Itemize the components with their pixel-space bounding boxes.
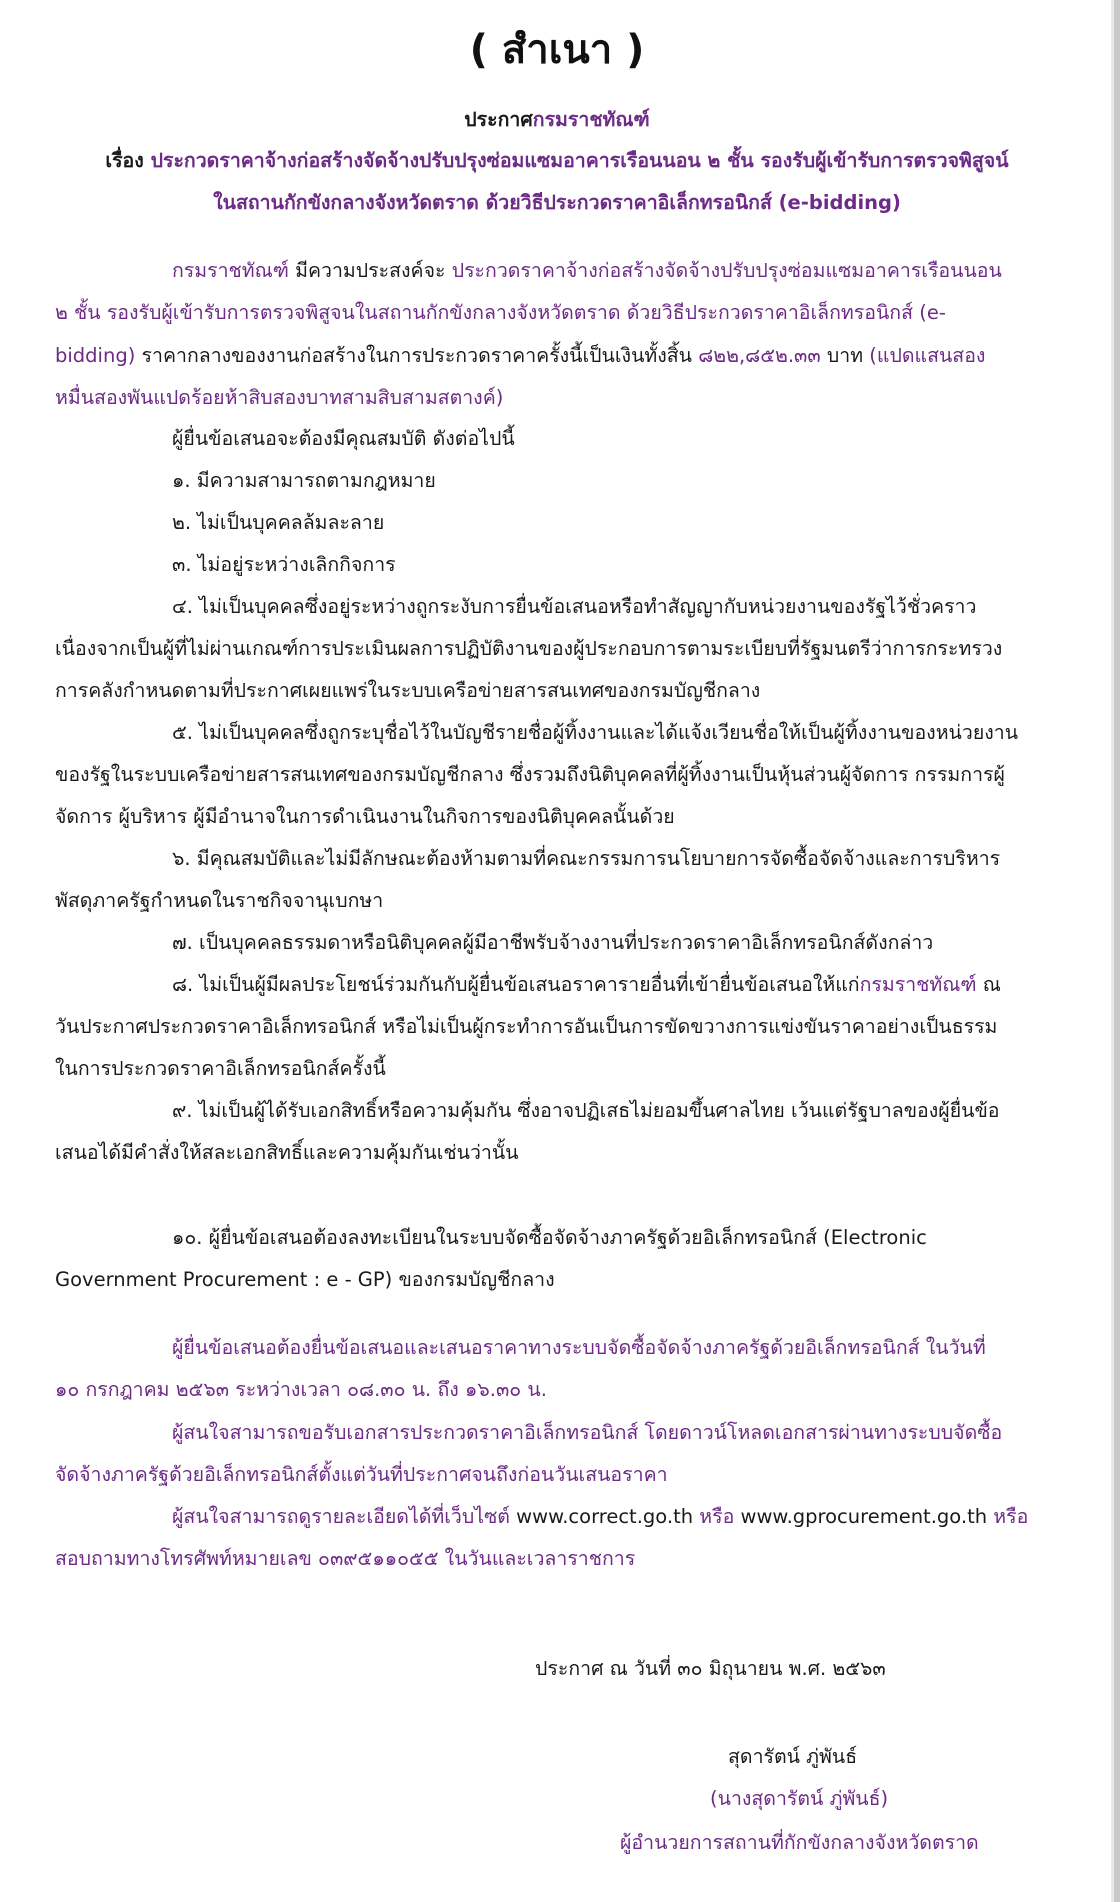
qualification-5-line-2: ของรัฐในระบบเครือข่ายสารสนเทศของกรมบัญชีกลาง ซึ่งรวมถึงนิติบุคคลที่ผู้ทิ้งงานเป็นหุ้นส่วนผู้จัดการ กรรมการผู้ <box>55 763 1005 786</box>
qualification-8-line-3: ในการประกวดราคาอิเล็กทรอนิกส์ครั้งนี้ <box>55 1057 386 1080</box>
qualification-4-line-2: เนื่องจากเป็นผู้ที่ไม่ผ่านเกณฑ์การประเมินผลการปฏิบัติงานของผู้ประกอบการตามระเบียบที่รัฐมนตรีว่าการกระทรวง <box>55 637 1003 660</box>
page-edge <box>1114 0 1120 1902</box>
documents-line-1: ผู้สนใจสามารถขอรับเอกสารประกวดราคาอิเล็กทรอนิกส์ โดยดาวน์โหลดเอกสารผ่านทางระบบจัดซื้อ <box>172 1421 1003 1444</box>
documents-line-2: จัดจ้างภาครัฐด้วยอิเล็กทรอนิกส์ตั้งแต่วันที่ประกาศจนถึงก่อนวันเสนอราคา <box>55 1463 668 1486</box>
qualification-5-line-3: จัดการ ผู้บริหาร ผู้มีอำนาจในการดำเนินงานในกิจการของนิติบุคคลนั้นด้วย <box>55 805 675 828</box>
qualification-9-line-1: ๙. ไม่เป็นผู้ได้รับเอกสิทธิ์หรือความคุ้มกัน ซึ่งอาจปฏิเสธไม่ยอมขึ้นศาลไทย เว้นแต่รัฐบาลของผู้ยื่นข้อ <box>172 1099 1000 1122</box>
info-line-1: ผู้สนใจสามารถดูรายละเอียดได้ที่เว็บไซต์ www.correct.go.th หรือ www.gprocurement.go.th หรือ <box>172 1505 1029 1528</box>
qualification-4-line-3: การคลังกำหนดตามที่ประกาศเผยแพร่ในระบบเครือข่ายสารสนเทศของกรมบัญชีกลาง <box>55 679 761 702</box>
submission-line-1: ผู้ยื่นข้อเสนอต้องยื่นข้อเสนอและเสนอราคาทางระบบจัดซื้อจัดจ้างภาครัฐด้วยอิเล็กทรอนิกส์ ในวันที่ <box>172 1336 986 1359</box>
signer-title: ผู้อำนวยการสถานที่กักขังกลางจังหวัดตราด <box>620 1831 979 1854</box>
intro-line-2: ๒ ชั้น รองรับผู้เข้ารับการตรวจพิสูจนในสถานกักขังกลางจังหวัดตราด ด้วยวิธีประกวดราคาอิเล็กทรอนิกส์ (e- <box>55 301 946 324</box>
qualification-7: ๗. เป็นบุคคลธรรมดาหรือนิติบุคคลผู้มีอาชีพรับจ้างงานที่ประกวดราคาอิเล็กทรอนิกส์ดังกล่าว <box>172 931 934 954</box>
announcement-date: ประกาศ ณ วันที่ ๓๐ มิถุนายน พ.ศ. ๒๕๖๓ <box>535 1657 886 1680</box>
qualification-8-line-2: วันประกาศประกวดราคาอิเล็กทรอนิกส์ หรือไม่เป็นผู้กระทำการอันเป็นการขัดขวางการแข่งขันราคาอย่างเป็นธรรม <box>55 1015 998 1038</box>
copy-title: ( สำเนา ) <box>469 27 645 73</box>
qualification-10-line-1: ๑๐. ผู้ยื่นข้อเสนอต้องลงทะเบียนในระบบจัดซื้อจัดจ้างภาครัฐด้วยอิเล็กทรอนิกส์ (Electronic <box>172 1226 927 1249</box>
signer-name: (นางสุดารัตน์ ภู่พันธ์) <box>710 1787 889 1810</box>
qualification-10-line-2: Government Procurement : e - GP) ของกรมบัญชีกลาง <box>55 1268 555 1291</box>
website-link-gprocurement[interactable]: www.gprocurement.go.th <box>740 1505 988 1528</box>
subject-line-2: ในสถานกักขังกลางจังหวัดตราด ด้วยวิธีประกวดราคาอิเล็กทรอนิกส์ (e-bidding) <box>213 191 901 214</box>
info-line-2: สอบถามทางโทรศัพท์หมายเลข ๐๓๙๕๑๑๐๕๕ ในวันและเวลาราชการ <box>55 1547 636 1570</box>
submission-line-2: ๑๐ กรกฎาคม ๒๕๖๓ ระหว่างเวลา ๐๘.๓๐ น. ถึง ๑๖.๓๐ น. <box>55 1378 547 1401</box>
qualification-2: ๒. ไม่เป็นบุคคลล้มละลาย <box>172 511 385 534</box>
intro-line-4: หมื่นสองพันแปดร้อยห้าสิบสองบาทสามสิบสามสตางค์) <box>55 386 504 409</box>
qualification-1: ๑. มีความสามารถตามกฎหมาย <box>172 469 436 492</box>
qualification-4-line-1: ๔. ไม่เป็นบุคคลซึ่งอยู่ระหว่างถูกระงับการยื่นข้อเสนอหรือทำสัญญากับหน่วยงานของรัฐไว้ชั่วคราว <box>172 595 977 618</box>
announcement-heading: ประกาศกรมราชทัณฑ์ <box>464 108 650 131</box>
qualification-5-line-1: ๕. ไม่เป็นบุคคลซึ่งถูกระบุชื่อไว้ในบัญชีรายชื่อผู้ทิ้งงานและได้แจ้งเวียนชื่อให้เป็นผู้ทิ้งงานของหน่วยงาน <box>172 721 1019 744</box>
intro-line-3: bidding) ราคากลางของงานก่อสร้างในการประกวดราคาครั้งนี้เป็นเงินทั้งสิ้น ๘๒๒,๘๕๒.๓๓ บาท (แปดแสนสอง <box>55 344 986 367</box>
signature: สุดารัตน์ ภู่พันธ์ <box>728 1745 858 1768</box>
website-link-correct[interactable]: www.correct.go.th <box>516 1505 694 1528</box>
intro-line-1: กรมราชทัณฑ์ มีความประสงค์จะ ประกวดราคาจ้างก่อสร้างจัดจ้างปรับปรุงซ่อมแซมอาคารเรือนนอน <box>172 259 1002 282</box>
subject-line-1: เรื่อง ประกวดราคาจ้างก่อสร้างจัดจ้างปรับปรุงซ่อมแซมอาคารเรือนนอน ๒ ชั้น รองรับผู้เข้ารับการตรวจพิสูจน์ <box>105 149 1009 172</box>
qualification-9-line-2: เสนอได้มีคำสั่งให้สละเอกสิทธิ์และความคุ้มกันเช่นว่านั้น <box>55 1141 519 1164</box>
qualification-6-line-1: ๖. มีคุณสมบัติและไม่มีลักษณะต้องห้ามตามที่คณะกรรมการนโยบายการจัดซื้อจัดจ้างและการบริหาร <box>172 847 1001 870</box>
qualification-intro: ผู้ยื่นข้อเสนอจะต้องมีคุณสมบัติ ดังต่อไปนี้ <box>172 427 515 450</box>
qualification-8-line-1: ๘. ไม่เป็นผู้มีผลประโยชน์ร่วมกันกับผู้ยื่นข้อเสนอราคารายอื่นที่เข้ายื่นข้อเสนอให้แก่กรมราชทัณฑ์ ณ <box>172 973 1001 996</box>
qualification-6-line-2: พัสดุภาครัฐกำหนดในราชกิจจานุเบกษา <box>55 889 384 912</box>
qualification-3: ๓. ไม่อยู่ระหว่างเลิกกิจการ <box>172 553 396 576</box>
